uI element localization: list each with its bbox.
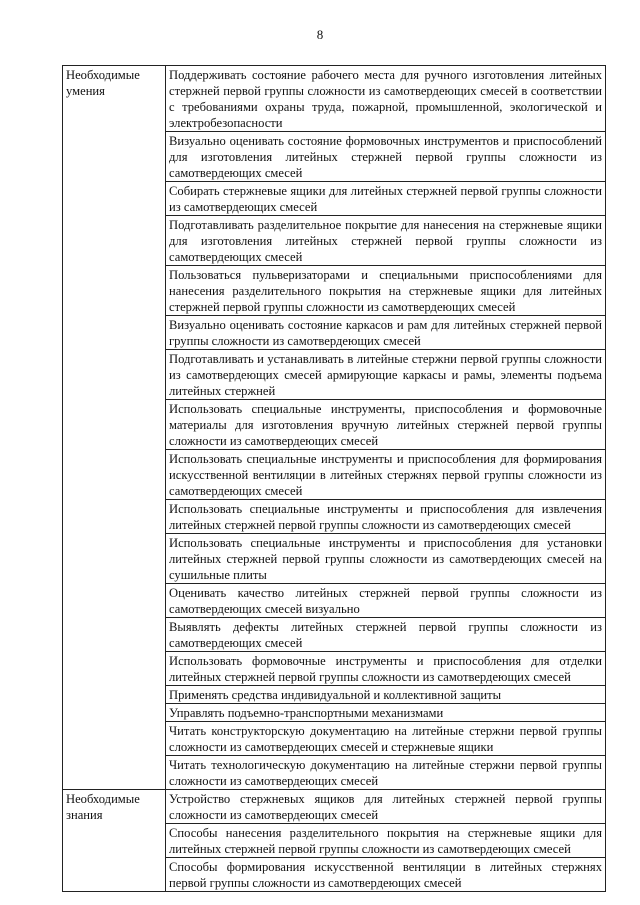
requirement-item: Использовать специальные инструменты, приспособления и формовочные материалы для изготовления вручную литейных стержней первой группы сложности из самотвердеющих смесей [166,400,606,450]
section-label: Необходимые умения [63,66,166,790]
requirement-item: Читать конструкторскую документацию на литейные стержни первой группы сложности из самотвердеющих смесей и стержневые ящики [166,722,606,756]
requirement-item: Устройство стержневых ящиков для литейных стержней первой группы сложности из самотвердеющих смесей [166,790,606,824]
page-number: 8 [316,27,324,42]
requirement-item: Пользоваться пульверизаторами и специальными приспособлениями для нанесения разделительного покрытия на стержневые ящики для литейных стержней первой группы сложности из самотвердеющих смесей [166,266,606,316]
requirement-item: Визуально оценивать состояние формовочных инструментов и приспособлений для изготовления литейных стержней первой группы сложности из самотвердеющих смесей [166,132,606,182]
requirement-item: Способы формирования искусственной вентиляции в литейных стержнях первой группы сложности из самотвердеющих смесей [166,858,606,892]
requirement-item: Использовать формовочные инструменты и приспособления для отделки литейных стержней первой группы сложности из самотвердеющих смесей [166,652,606,686]
requirement-item: Подготавливать и устанавливать в литейные стержни первой группы сложности из самотвердеющих смесей армирующие каркасы и рамы, элементы подъема литейных стержней [166,350,606,400]
requirement-item: Управлять подъемно-транспортными механизмами [166,704,606,722]
requirement-item: Использовать специальные инструменты и приспособления для извлечения литейных стержней первой группы сложности из самотвердеющих смесей [166,500,606,534]
section-label: Необходимые знания [63,790,166,892]
requirement-item: Использовать специальные инструменты и приспособления для формирования искусственной вентиляции в литейных стержнях первой группы сложности из самотвердеющих смесей [166,450,606,500]
requirement-item: Собирать стержневые ящики для литейных стержней первой группы сложности из самотвердеющих смесей [166,182,606,216]
requirement-item: Читать технологическую документацию на литейные стержни первой группы сложности из самотвердеющих смесей [166,756,606,790]
table-row [63,66,606,132]
requirement-item: Визуально оценивать состояние каркасов и рам для литейных стержней первой группы сложности из самотвердеющих смесей [166,316,606,350]
table-row [63,790,606,824]
requirement-item: Подготавливать разделительное покрытие для нанесения на стержневые ящики для изготовления литейных стержней первой группы сложности из самотвердеющих смесей [166,216,606,266]
requirements-table [62,65,606,892]
requirement-item: Способы нанесения разделительного покрытия на стержневые ящики для литейных стержней первой группы сложности из самотвердеющих смесей [166,824,606,858]
requirements-table-body [63,66,606,892]
requirement-item: Оценивать качество литейных стержней первой группы сложности из самотвердеющих смесей визуально [166,584,606,618]
requirement-item: Использовать специальные инструменты и приспособления для установки литейных стержней первой группы сложности из самотвердеющих смесей на сушильные плиты [166,534,606,584]
requirement-item: Применять средства индивидуальной и коллективной защиты [166,686,606,704]
requirement-item: Выявлять дефекты литейных стержней первой группы сложности из самотвердеющих смесей [166,618,606,652]
requirement-item: Поддерживать состояние рабочего места для ручного изготовления литейных стержней первой группы сложности из самотвердеющих смесей в соответствии с требованиями охраны труда, пожарной, промышленной, экологической и электробезопасности [166,66,606,132]
